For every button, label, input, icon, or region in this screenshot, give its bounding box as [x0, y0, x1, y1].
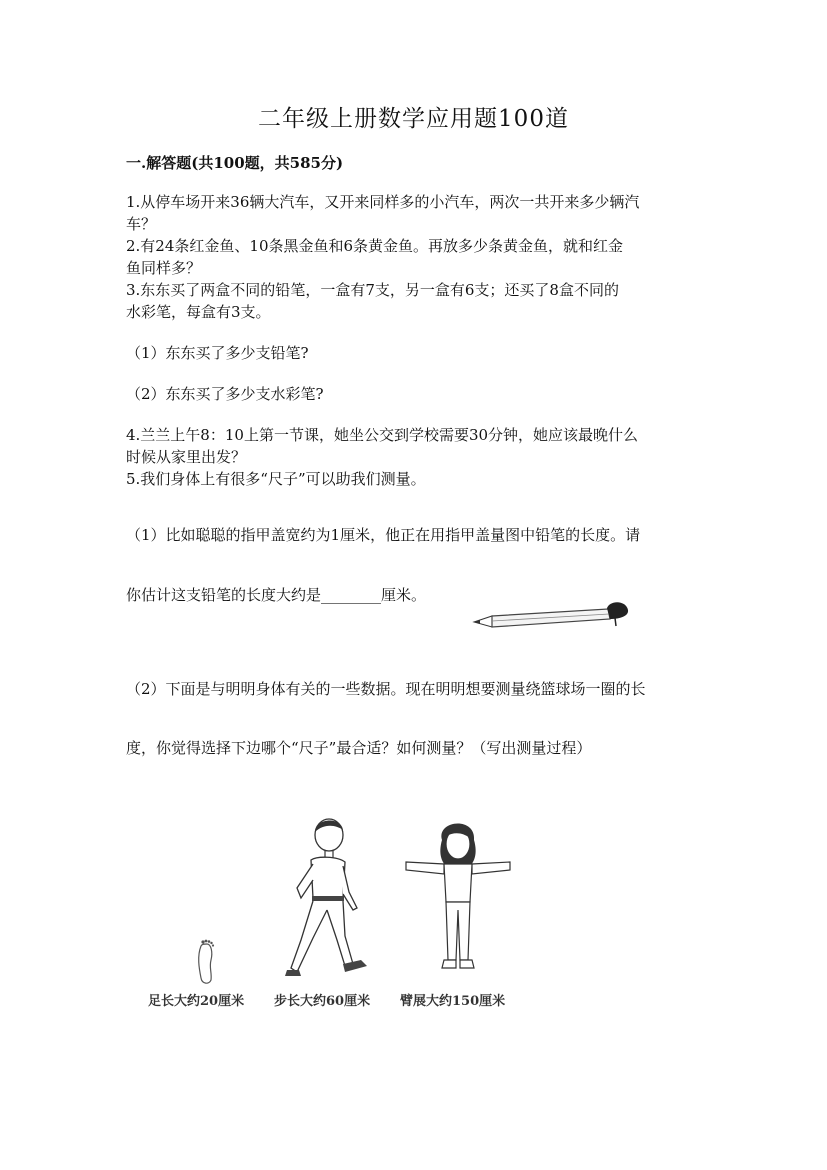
question-5-sub-1-line-1: （1）比如聪聪的指甲盖宽约为1厘米，他正在用指甲盖量图中铅笔的长度。请	[126, 526, 641, 544]
question-3-line-1: 3.东东买了两盒不同的铅笔，一盒有7支，另一盒有6支；还买了8盒不同的	[126, 281, 619, 299]
question-2-line-1: 2.有24条红金鱼、10条黑金鱼和6条黄金鱼。再放多少条黄金鱼，就和红金	[126, 237, 624, 255]
question-5-sub-2-line-2: 度，你觉得选择下边哪个“尺子”最合适？如何测量？（写出测量过程）	[126, 739, 592, 757]
page-title: 二年级上册数学应用题100道	[258, 106, 569, 132]
question-2-line-2: 鱼同样多？	[126, 259, 202, 277]
footprint-icon	[193, 938, 223, 988]
pencil-illustration	[470, 600, 635, 630]
section-heading: 一.解答题(共100题，共585分)	[126, 154, 344, 172]
question-4-line-2: 时候从家里出发？	[126, 448, 247, 466]
question-3-sub-1: （1）东东买了多少支铅笔?	[126, 344, 309, 362]
question-5-sub-2-line-1: （2）下面是与明明身体有关的一些数据。现在明明想要测量绕篮球场一圈的长	[126, 680, 646, 698]
question-3-sub-2: （2）东东买了多少支水彩笔?	[126, 385, 324, 403]
question-5-sub-1-line-2: 你估计这支铅笔的长度大约是________厘米。	[126, 586, 427, 604]
walking-boy-illustration	[283, 810, 378, 985]
question-1-line-1: 1.从停车场开来36辆大汽车，又开来同样多的小汽车，两次一共开来多少辆汽	[126, 193, 640, 211]
step-length-label: 步长大约60厘米	[274, 994, 371, 1009]
arm-span-label: 臂展大约150厘米	[400, 994, 506, 1009]
question-5: 5.我们身体上有很多“尺子”可以助我们测量。	[126, 470, 426, 488]
foot-length-label: 足长大约20厘米	[148, 994, 245, 1009]
question-4-line-1: 4.兰兰上午8：10上第一节课，她坐公交到学校需要30分钟，她应该最晚什么	[126, 426, 639, 444]
question-3-line-2: 水彩笔，每盒有3支。	[126, 303, 271, 321]
question-1-line-2: 车？	[126, 215, 157, 233]
arms-spread-girl-illustration	[398, 810, 518, 980]
